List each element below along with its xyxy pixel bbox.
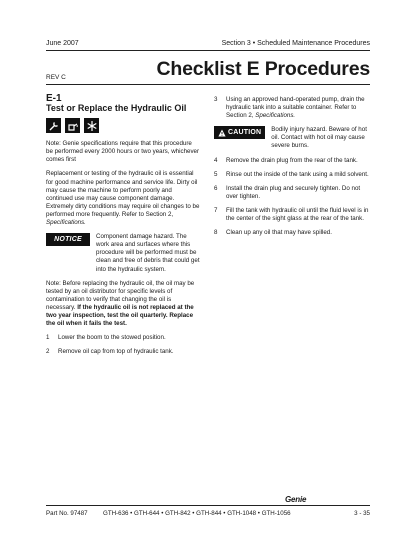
step-number: 1 [46, 334, 50, 342]
step-number: 4 [214, 156, 218, 164]
caution-text: Bodily injury hazard. Beware of hot oil. Contact with hot oil may cause severe burns. [271, 126, 367, 150]
notice-text: Component damage hazard. The work area and surfaces where this procedure will be performed must be clean and free of debris that could get into the hydraulic system. [96, 233, 200, 273]
step-item [214, 96, 370, 120]
oil-can-icon [65, 118, 80, 133]
step-3-text: Using an approved hand-operated pump, drain the hydraulic tank into a suitable container. Refer to Section 2, [226, 96, 365, 120]
step-text: Rinse out the inside of the tank using a mild solvent. [226, 170, 369, 178]
notice-box [46, 233, 200, 273]
step-number: 3 [214, 96, 218, 103]
notice-badge: NOTICE [46, 233, 90, 246]
note-testing-text: Note: Before replacing the hydraulic oil, the oil may be tested by an oil distributor for specific levels of contamination to verify that changing the oil is necessary. [46, 279, 195, 311]
left-steps [46, 334, 200, 356]
step-item [214, 229, 370, 237]
step-text: Remove the drain plug from the rear of the tank. [226, 156, 358, 164]
step-3-ref: Specifications. [255, 112, 296, 120]
step-item [46, 334, 200, 342]
right-column [214, 96, 370, 243]
step-text: Install the drain plug and securely tighten. Do not over tighten. [226, 184, 361, 200]
note-testing-bold: If the hydraulic oil is not replaced at the two year inspection, test the oil quarterly. Replace the oil when it fails the test. [46, 303, 194, 328]
left-column [46, 95, 200, 362]
caution-label: CAUTION [228, 129, 262, 137]
procedure-icons [46, 118, 200, 133]
section-id: E-1 [46, 93, 62, 104]
snowflake-icon [84, 118, 99, 133]
intro-ref: Specifications. [46, 219, 86, 227]
step-number: 6 [214, 184, 218, 192]
step-item [214, 171, 370, 179]
revision-label: REV C [46, 74, 66, 81]
genie-logo: Genie [285, 495, 307, 504]
header-rule [46, 50, 370, 51]
step-text: Fill the tank with hydraulic oil until the fluid level is in the center of the sight glass at the rear of the tank. [226, 206, 369, 223]
step-text: Clean up any oil that may have spilled. [226, 229, 332, 237]
caution-box [214, 126, 370, 150]
step-text: Lower the boom to the stowed position. [58, 334, 166, 342]
note-interval: Note: Genie specifications require that this procedure be performed every 2000 hours or two years, whichever comes first [46, 140, 200, 164]
page-number: 3 - 35 [354, 510, 370, 517]
step-item [214, 207, 370, 223]
caution-badge [214, 126, 265, 139]
header-section: Section 3 • Scheduled Maintenance Procedures [221, 40, 370, 47]
step-number: 2 [46, 348, 50, 356]
header-date: June 2007 [46, 40, 79, 47]
section-title: Test or Replace the Hydraulic Oil [46, 103, 187, 114]
title-rule [46, 84, 370, 85]
step-text [226, 96, 370, 120]
right-steps-top [214, 96, 370, 120]
wrench-icon [46, 118, 61, 133]
step-item [46, 348, 200, 356]
step-text: Remove oil cap from top of hydraulic tank. [58, 348, 174, 356]
right-steps [214, 157, 370, 238]
step-item [214, 157, 370, 165]
step-number: 8 [214, 229, 218, 237]
step-item [214, 185, 370, 201]
warning-triangle-icon [218, 129, 226, 137]
part-number: Part No. 97487 [46, 510, 88, 517]
step-number: 5 [214, 170, 218, 178]
footer-rule [46, 505, 370, 506]
step-number: 7 [214, 206, 218, 214]
page-title: Checklist E Procedures [156, 58, 370, 80]
intro-text: Replacement or testing of the hydraulic oil is essential for good machine performance and service life. Dirty oil may cause the machine to perform poorly and continued use may cause component damage. Extremely dirty conditions may require oil changes to be performed more frequently. Refer to Section 2, [46, 170, 200, 218]
note-testing [46, 280, 200, 329]
intro-paragraph [46, 170, 200, 227]
model-list: GTH-636 • GTH-644 • GTH-842 • GTH-844 • GTH-1048 • GTH-1056 [103, 510, 291, 517]
